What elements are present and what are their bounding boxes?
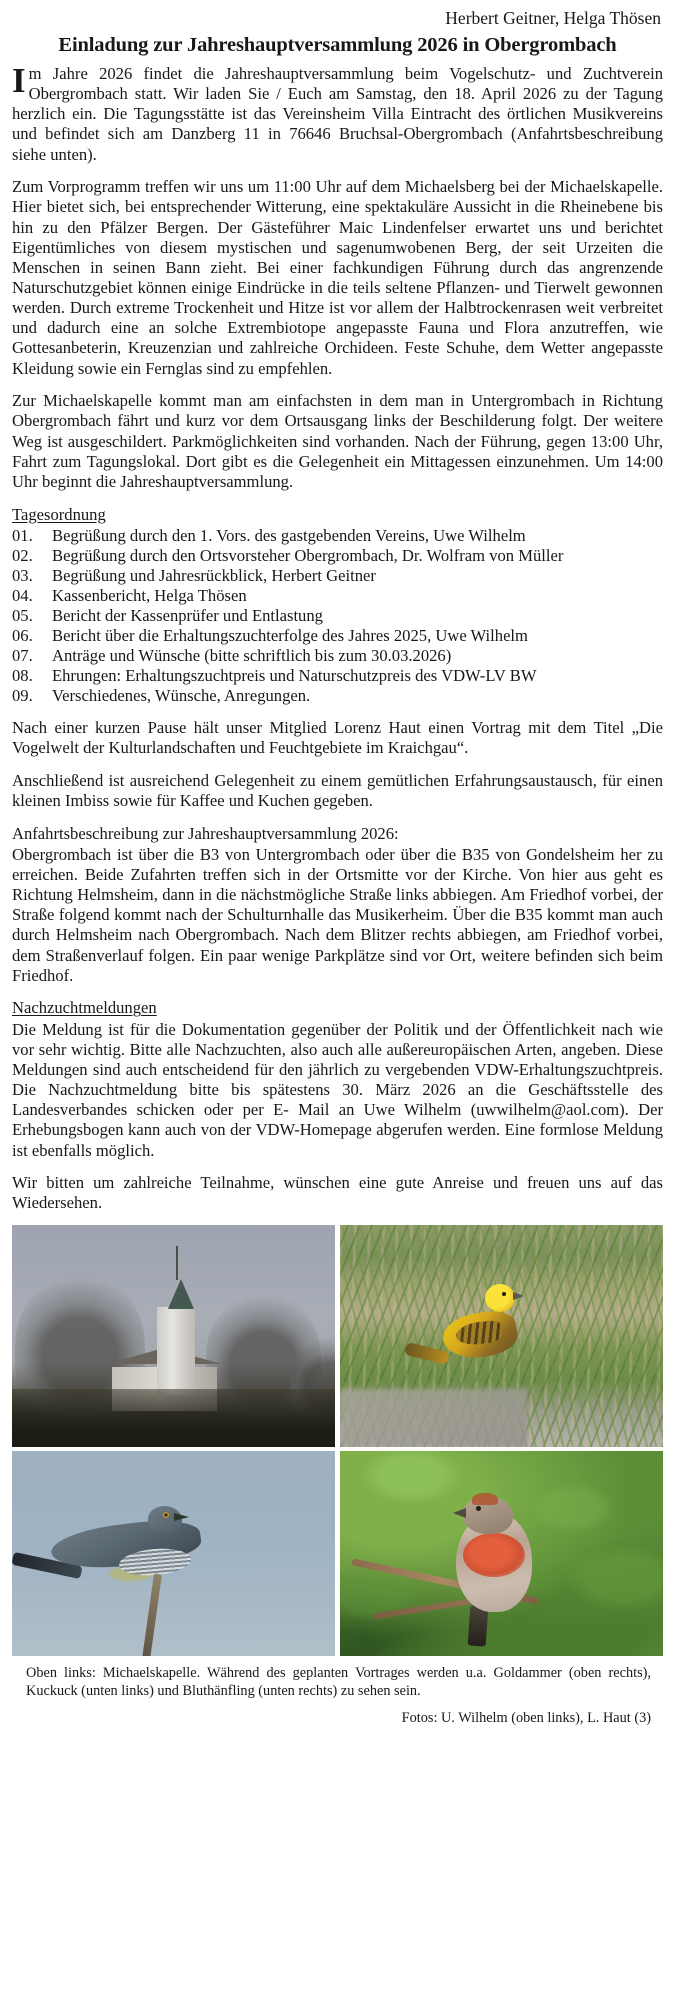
- list-item: [12, 626, 663, 646]
- bird-beak-shape: [453, 1508, 466, 1518]
- list-item: [12, 646, 663, 666]
- bird-crown-shape: [472, 1493, 498, 1505]
- paragraph-anschliessend: Anschließend ist ausreichend Gelegenheit zu einem gemütlichen Erfahrungsaustausch, für einen kleinen Imbiss sowie für Kaffee und Kuchen gegeben.: [12, 770, 663, 811]
- gravel-path-shape: [340, 1389, 527, 1447]
- agenda-heading-label: Tagesordnung: [12, 504, 106, 524]
- chapel-tower-shape: [157, 1307, 195, 1395]
- agenda-item-number: 05.: [12, 605, 33, 625]
- agenda-heading: [12, 505, 663, 525]
- branch-shape: [141, 1573, 162, 1656]
- chapel-weathervane-shape: [176, 1246, 178, 1280]
- agenda-item-label: Begrüßung und Jahresrückblick, Herbert Geitner: [52, 565, 376, 585]
- list-item: [12, 666, 663, 686]
- author-byline: Herbert Geitner, Helga Thösen: [445, 8, 661, 28]
- agenda-item-label: Begrüßung durch den Ortsvorsteher Obergrombach, Dr. Wolfram von Müller: [52, 545, 564, 565]
- paragraph-breeding-reports: Die Meldung ist für die Dokumentation gegenüber der Politik und der Öffentlichkeit nach wie vor sehr wichtig. Bitte alle Nachzuchten, also auch alle außereuropäischen Arten, angeben. Diese Meldungen sind auch entscheidend für den jährlich zu vergebenden VDW-Erhaltungszuchtpreis. Die Nachzuchtmeldung bitte bis spätestens 30. März 2026 an die Geschäftsstelle des Landesverbandes schicken oder per E- Mail an Uwe Wilhelm (uwwilhelm@aol.com). Der Erhebungsbogen kann auch von der VDW-Homepage abgerufen werden. Eine formlose Meldung ist ebenfalls möglich.: [12, 1019, 663, 1160]
- photo-goldammer: [340, 1225, 663, 1447]
- breeding-reports-heading: [12, 998, 663, 1018]
- paragraph-vortrag: Nach einer kurzen Pause hält unser Mitglied Lorenz Haut einen Vortrag mit dem Titel „Die Vogelwelt der Kulturlandschaften und Feuchtgebiete im Kraichgau“.: [12, 718, 663, 758]
- agenda-item-number: 08.: [12, 665, 33, 685]
- photo-caption: Oben links: Michaelskapelle. Während des geplanten Vortrages werden u.a. Goldammer (oben rechts), Kuckuck (unten links) und Bluthänfling (unten rechts) zu sehen sein.: [26, 1664, 651, 1699]
- photo-michaelskapelle: [12, 1225, 335, 1447]
- list-item: [12, 606, 663, 626]
- paragraph-closing: Wir bitten um zahlreiche Teilnahme, wünschen eine gute Anreise und freuen uns auf das Wiedersehen.: [12, 1173, 663, 1213]
- bird-tail-shape: [468, 1606, 489, 1647]
- photo-grid: [12, 1225, 663, 1656]
- photo-credits: Fotos: U. Wilhelm (oben links), L. Haut (3): [401, 1709, 651, 1726]
- bird-eye-shape: [476, 1506, 481, 1511]
- agenda-item-number: 03.: [12, 565, 33, 585]
- agenda-item-label: Bericht über die Erhaltungszuchterfolge des Jahres 2025, Uwe Wilhelm: [52, 625, 528, 645]
- agenda-item-label: Begrüßung durch den 1. Vors. des gastgebenden Vereins, Uwe Wilhelm: [52, 525, 526, 545]
- list-item: [12, 566, 663, 586]
- chapel-spire-shape: [168, 1279, 194, 1309]
- breeding-reports-heading-label: Nachzuchtmeldungen: [12, 998, 157, 1018]
- agenda-item-label: Ehrungen: Erhaltungszuchtpreis und Naturschutzpreis des VDW-LV BW: [52, 665, 537, 685]
- agenda-item-label: Verschiedenes, Wünsche, Anregungen.: [52, 685, 311, 705]
- agenda-item-number: 06.: [12, 625, 33, 645]
- list-item: [12, 546, 663, 566]
- agenda-list: [12, 526, 663, 706]
- agenda-item-number: 01.: [12, 525, 33, 545]
- list-item: [12, 586, 663, 606]
- agenda-item-number: 04.: [12, 585, 33, 605]
- agenda-item-label: Bericht der Kassenprüfer und Entlastung: [52, 605, 323, 625]
- photo-bluthaenfling: [340, 1451, 663, 1656]
- bird-beak-shape: [174, 1513, 189, 1521]
- agenda-item-number: 07.: [12, 645, 33, 665]
- agenda-item-label: Kassenbericht, Helga Thösen: [52, 585, 247, 605]
- list-item: [12, 686, 663, 706]
- bird-beak-shape: [513, 1292, 524, 1300]
- agenda-item-number: 02.: [12, 545, 33, 565]
- paragraph-vorprogramm: Zum Vorprogramm treffen wir uns um 11:00 Uhr auf dem Michaelsberg bei der Michaelskapelle. Hier bietet sich, bei entsprechender Witterung, eine spektakuläre Aussicht in die Rheinebene bis hin zu den Pfälzer Bergen. Der Gästeführer Maic Lindenfelser erwartet uns und berichtet Eigentümliches von diesem mystischen und sagenumwobenen Berg, der seit Urzeiten die Menschen in seinen Bann zieht. Bei einer fachkundigen Führung durch das angrenzende Naturschutzgebiet können einige Eindrücke in die teils seltene Pflanzen- und Tierwelt gewonnen werden. Durch extreme Trockenheit und Hitze ist vor allem der Halbtrockenrasen weit verbreitet und dadurch eine an solche Extrembiotope angepasste Fauna und Flora anzutreffen, wie Gottesanbeterin, Kreuzenzian und zahlreiche Orchideen. Feste Schuhe, dem Wetter angepasste Kleidung sowie ein Fernglas sind zu empfehlen.: [12, 177, 663, 378]
- agenda-item-label: Anträge und Wünsche (bitte schriftlich bis zum 30.03.2026): [52, 645, 452, 665]
- list-item: [12, 526, 663, 546]
- paragraph-anfahrt-kapelle: Zur Michaelskapelle kommt man am einfachsten in dem man in Untergrombach in Richtung Obergrombach fährt und kurz vor dem Ortsausgang links der Beschilderung folgt. Der weitere Weg ist ausgeschildert. Parkmöglichkeiten sind vorhanden. Nach der Führung, gegen 13:00 Uhr, Fahrt zum Tagungslokal. Dort gibt es die Gelegenheit ein Mittagessen einzunehmen. Um 14:00 Uhr beginnt die Jahreshauptversammlung.: [12, 391, 663, 491]
- photo-kuckuck: [12, 1451, 335, 1656]
- directions-heading: Anfahrtsbeschreibung zur Jahreshauptversammlung 2026:: [12, 823, 399, 843]
- page-title: Einladung zur Jahreshauptversammlung 2026 in Obergrombach: [58, 34, 617, 57]
- paragraph-directions: Obergrombach ist über die B3 von Untergrombach oder über die B35 von Gondelsheim her zu erreichen. Beide Zufahrten treffen sich in der Ortsmitte vor der Kirche. Von hier aus geht es Richtung Helmsheim, dann in die nächstmögliche Straße links abbiegen. Am Friedhof vorbei, der Straße folgend kommt nach der Schulturnhalle das Musikerheim. Über die B35 kommt man auch durch Helmsheim nach Obergrombach. Nach dem Blitzer rechts abbiegen, am Friedhof vorbei, dem Straßenverlauf folgen. Ein paar wenige Parkplätze sind vor Ort, weitere befinden sich beim Friedhof.: [12, 844, 663, 985]
- paragraph-intro: Im Jahre 2026 findet die Jahreshauptversammlung beim Vogelschutz- und Zuchtverein Obergrombach statt. Wir laden Sie / Euch am Samstag, den 18. April 2026 zu der Tagung herzlich ein. Die Tagungsstätte ist das Vereinsheim Villa Eintracht des örtlichen Musikvereins und befindet sich am Danzberg 11 in 76646 Bruchsal-Obergrombach (Anfahrtsbeschreibung siehe unten).: [12, 60, 663, 164]
- bird-breast-shape: [463, 1533, 525, 1577]
- hillside-shape: [12, 1389, 335, 1447]
- bird-eye-shape: [163, 1512, 169, 1518]
- agenda-item-number: 09.: [12, 685, 33, 705]
